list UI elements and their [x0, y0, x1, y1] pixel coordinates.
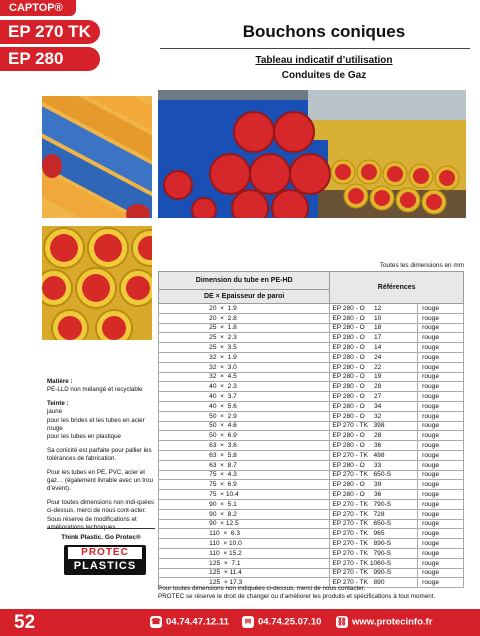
cell-reference: EP 280 - O 22	[330, 362, 418, 372]
cell-dimension	[159, 313, 330, 323]
cell-dimension	[159, 450, 330, 460]
table-row	[159, 313, 464, 323]
cell-dimension	[159, 441, 330, 451]
cell-reference: EP 280 - O 28	[330, 382, 418, 392]
dimension-value: 25 × 3.5	[209, 344, 237, 352]
dimension-value: 20 × 2.8	[209, 314, 237, 322]
cell-reference: EP 270 - TK 890	[330, 578, 418, 588]
tint-label: Teinte :	[47, 399, 69, 407]
cell-reference: EP 270 - TK 965	[330, 529, 418, 539]
dimension-value: 75 × 6.9	[209, 481, 237, 489]
table-row	[159, 539, 464, 549]
cell-dimension	[159, 539, 330, 549]
cell-reference: EP 280 - O 12	[330, 304, 418, 314]
product-info	[47, 378, 155, 538]
cell-reference: EP 270 - TK 890-S	[330, 539, 418, 549]
table-row	[159, 333, 464, 343]
cell-color: rouge	[418, 499, 464, 509]
cell-color: rouge	[418, 401, 464, 411]
tint-line-2: pour les brides et les tubes en acier rouge	[47, 416, 145, 433]
cell-color: rouge	[418, 392, 464, 402]
dimension-value: 40 × 2.3	[209, 383, 237, 391]
table-row	[159, 372, 464, 382]
table-row	[159, 519, 464, 529]
pipes-photo-left-2	[42, 226, 152, 340]
dimension-value: 40 × 3.7	[209, 393, 237, 401]
cell-color: rouge	[418, 450, 464, 460]
page-title: Bouchons coniques	[242, 22, 406, 41]
cell-color: rouge	[418, 323, 464, 333]
logo-bottom-text: PLASTICS	[73, 560, 137, 572]
cell-color: rouge	[418, 568, 464, 578]
table-row	[159, 362, 464, 372]
cell-dimension	[159, 529, 330, 539]
dimension-value: 90 × 5.1	[209, 500, 237, 508]
table-row	[159, 392, 464, 402]
cell-reference: EP 280 - O 36	[330, 441, 418, 451]
cell-color: rouge	[418, 333, 464, 343]
cell-dimension	[159, 480, 330, 490]
footnote	[158, 585, 464, 601]
fax-number: 04.74.25.07.10	[258, 616, 322, 628]
cell-dimension	[159, 304, 330, 314]
cell-dimension	[159, 431, 330, 441]
table-row	[159, 441, 464, 451]
cell-dimension	[159, 509, 330, 519]
footnote-line-1: Pour toutes dimensions non indiquées ci-dessus, merci de nous contacter.	[158, 585, 366, 592]
logo-top-text: PROTEC	[68, 547, 142, 559]
left-divider	[47, 528, 155, 529]
cell-color: rouge	[418, 519, 464, 529]
cell-dimension	[159, 568, 330, 578]
cell-color: rouge	[418, 578, 464, 588]
table-row	[159, 480, 464, 490]
dimension-value: 125 × 11.4	[209, 569, 242, 577]
dimension-value: 90 × 8.2	[209, 510, 237, 518]
table-row	[159, 548, 464, 558]
table-row	[159, 431, 464, 441]
header-references: Références	[330, 272, 464, 304]
table-row	[159, 460, 464, 470]
dimension-value: 50 × 6.9	[209, 432, 237, 440]
table-row	[159, 411, 464, 421]
cell-reference: EP 270 - TK 650-S	[330, 519, 418, 529]
cell-dimension	[159, 548, 330, 558]
table-row	[159, 323, 464, 333]
table-row	[159, 304, 464, 314]
dimension-value: 25 × 2.3	[209, 334, 237, 342]
table-row	[159, 421, 464, 431]
protec-logo	[64, 545, 146, 575]
cell-reference: EP 280 - O 19	[330, 372, 418, 382]
info-para-2: Pour les tubes en PE, PVC, acier et gaz… (également livrable avec un trou d’event).	[47, 468, 153, 493]
cell-reference: EP 280 - O 10	[330, 313, 418, 323]
cell-reference: EP 280 - O 33	[330, 460, 418, 470]
cell-color: rouge	[418, 362, 464, 372]
cell-dimension	[159, 352, 330, 362]
dimension-value: 125 × 7.1	[209, 559, 241, 567]
table-row	[159, 352, 464, 362]
tint-line-1: jaune	[47, 408, 63, 416]
cell-color: rouge	[418, 352, 464, 362]
table-row	[159, 382, 464, 392]
table-row	[159, 529, 464, 539]
cell-color: rouge	[418, 431, 464, 441]
cell-reference: EP 280 - O 24	[330, 352, 418, 362]
cell-dimension	[159, 401, 330, 411]
website-link[interactable]	[336, 616, 432, 628]
cell-color: rouge	[418, 343, 464, 353]
cell-dimension	[159, 421, 330, 431]
dimension-value: 40 × 5.6	[209, 402, 237, 410]
cell-dimension	[159, 382, 330, 392]
table-row	[159, 568, 464, 578]
cell-dimension	[159, 499, 330, 509]
usage-table	[158, 271, 464, 588]
slogan: Think Plastic. Go Protec®	[61, 534, 141, 541]
dimension-value: 90 × 12.5	[209, 520, 239, 528]
cell-color: rouge	[418, 539, 464, 549]
cell-dimension	[159, 558, 330, 568]
cell-dimension	[159, 490, 330, 500]
dimension-value: 50 × 4.6	[209, 422, 237, 430]
dimension-value: 20 × 1.9	[209, 304, 237, 312]
cell-reference: EP 270 - TK 398	[330, 421, 418, 431]
cell-reference: EP 270 - TK 790-S	[330, 499, 418, 509]
cell-dimension	[159, 323, 330, 333]
cell-reference: EP 270 - TK 498	[330, 450, 418, 460]
cell-reference: EP 280 - O 32	[330, 411, 418, 421]
dimension-value: 63 × 8.7	[209, 461, 237, 469]
dimension-value: 50 × 2.9	[209, 412, 237, 420]
phone-number: 04.74.47.12.11	[166, 616, 229, 628]
cell-dimension	[159, 392, 330, 402]
material-text: PE-LLD non mélangé et recyclable	[47, 386, 143, 394]
table-body	[159, 304, 464, 588]
pipes-photo-left-1	[42, 96, 152, 218]
dimension-value: 75 × 10.4	[209, 491, 239, 499]
cell-dimension	[159, 343, 330, 353]
cell-color: rouge	[418, 313, 464, 323]
table-row	[159, 509, 464, 519]
cell-color: rouge	[418, 304, 464, 314]
cell-reference: EP 270 - TK 990-S	[330, 568, 418, 578]
cell-color: rouge	[418, 509, 464, 519]
cell-color: rouge	[418, 548, 464, 558]
dimensions-note: Toutes les dimensions en mm	[379, 262, 464, 269]
footnote-line-2: PROTEC se réserve le droit de changer ou d’améliorer les produits et spécifications à tout moment.	[158, 593, 436, 600]
cell-dimension	[159, 333, 330, 343]
header-dimension-sub: DE × Epaisseur de paroi	[159, 290, 330, 304]
dimension-value: 32 × 3.0	[209, 363, 237, 371]
cell-reference: EP 270 - TK 728	[330, 509, 418, 519]
tint-line-3: pour les tubes en plastique	[47, 433, 121, 441]
brand-tab: CAPTOP®	[0, 0, 76, 16]
cell-reference: EP 280 - O 27	[330, 392, 418, 402]
cell-color: rouge	[418, 411, 464, 421]
table-row	[159, 499, 464, 509]
cell-reference: EP 280 - O 39	[330, 480, 418, 490]
material-label: Matière :	[47, 378, 73, 385]
footer-bar	[0, 609, 480, 636]
page-subtitle: Tableau indicatif d’utilisation	[255, 55, 393, 66]
table-row	[159, 470, 464, 480]
info-para-3: Pour toutes dimensions non indi-quées ci-dessus, merci de nous cont-acter. Sous réserve de modifications et	[47, 498, 154, 523]
pipes-photo-top	[158, 90, 466, 218]
info-para-1: Sa conicité est parfaite pour pallier les tolérances de fabrication.	[47, 446, 152, 463]
table-row	[159, 558, 464, 568]
phone-contact[interactable]	[150, 616, 229, 628]
title-divider	[160, 48, 470, 49]
dimension-value: 125 × 17.3	[209, 579, 243, 587]
dimension-value: 32 × 1.9	[209, 353, 237, 361]
cell-dimension	[159, 460, 330, 470]
cell-reference: EP 270 - TK 650-S	[330, 470, 418, 480]
table-row	[159, 343, 464, 353]
dimension-value: 32 × 4.5	[209, 373, 237, 381]
cell-reference: EP 280 - O 17	[330, 333, 418, 343]
cell-color: rouge	[418, 460, 464, 470]
cell-reference: EP 280 - O 18	[330, 323, 418, 333]
cell-color: rouge	[418, 529, 464, 539]
cell-dimension	[159, 470, 330, 480]
dimension-value: 25 × 1.8	[209, 324, 237, 332]
dimension-value: 110 × 15.2	[209, 549, 242, 557]
cell-color: rouge	[418, 382, 464, 392]
fax-contact[interactable]	[242, 616, 321, 628]
dimension-value: 75 × 4.3	[209, 471, 237, 479]
cell-color: rouge	[418, 372, 464, 382]
cell-color: rouge	[418, 490, 464, 500]
cell-reference: EP 280 - O 36	[330, 490, 418, 500]
link-icon: ⛓	[336, 617, 348, 626]
cell-reference: EP 280 - O 28	[330, 431, 418, 441]
cell-reference: EP 270 - TK 1060-S	[330, 558, 418, 568]
header-dimension: Dimension du tube en PE-HD	[159, 272, 330, 290]
product-tab-ep280: EP 280	[0, 47, 100, 71]
table-row	[159, 490, 464, 500]
dimension-value: 110 × 6.3	[209, 530, 241, 538]
cell-dimension	[159, 372, 330, 382]
cell-reference: EP 270 - TK 790-S	[330, 548, 418, 558]
cell-color: rouge	[418, 480, 464, 490]
cell-reference: EP 280 - O 14	[330, 343, 418, 353]
cell-dimension	[159, 362, 330, 372]
page-number: 52	[14, 612, 36, 633]
dimension-value: 63 × 5.8	[209, 451, 237, 459]
cell-dimension	[159, 519, 330, 529]
cell-color: rouge	[418, 421, 464, 431]
dimension-value: 110 × 10.0	[209, 540, 242, 548]
phone-icon: ☎	[151, 617, 161, 626]
table-row	[159, 450, 464, 460]
cell-reference: EP 280 - O 34	[330, 401, 418, 411]
cell-dimension	[159, 411, 330, 421]
cell-color: rouge	[418, 558, 464, 568]
product-tab-ep270tk: EP 270 TK	[0, 20, 100, 44]
table-row	[159, 401, 464, 411]
dimension-value: 63 × 3.6	[209, 442, 237, 450]
fax-icon: ✉	[242, 616, 254, 628]
cell-color: rouge	[418, 441, 464, 451]
page-subtitle-2: Conduites de Gaz	[281, 70, 367, 81]
website-url: www.protecinfo.fr	[352, 616, 433, 628]
cell-color: rouge	[418, 470, 464, 480]
